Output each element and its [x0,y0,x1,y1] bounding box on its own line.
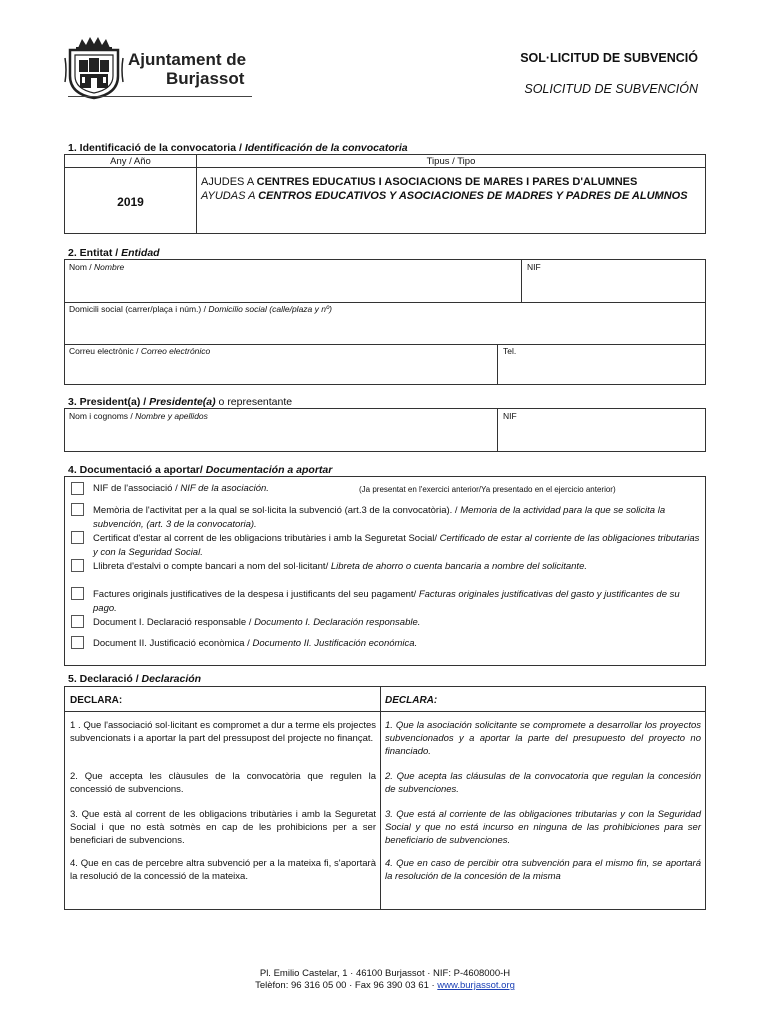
footer-address: Pl. Emilio Castelar, 1 · 46100 Burjassot · NIF: P-4608000-H [259,968,511,979]
type-ca-bold: CENTRES EDUCATIUS I ASOCIACIONS DE MARES I PARES D'ALUMNES [256,176,638,188]
doc-item-es: Memoria de la actividad para la que se solicita la subvención, (art. 3 de la convocatoria). [93,505,666,530]
coat-of-arms-icon [64,36,124,100]
footer-contact [0,980,770,992]
form-title-catalan: SOL·LICITUD DE SUBVENCIÓ [520,51,698,65]
section5-heading-ca: 5. Declaració / [68,673,142,685]
section2-heading-ca: 2. Entitat / [68,247,122,259]
convocatoria-table [64,154,706,234]
doc-item-llibreta [93,560,701,574]
declaration-item-es-2: 2. Que acepta las cláusulas de la convocatoria que regulan la concesión de subvenciones. [385,771,701,795]
doc-checkbox-memoria[interactable] [71,503,84,516]
entity-phone-label: Tel. [503,346,517,356]
president-name-field[interactable] [69,423,493,449]
section4-heading-ca: 4. Documentació a aportar/ [68,464,206,476]
doc-item-nif-note: (Ja presentat en l'exercici anterior/Ya presentado en el ejercicio anterior) [359,485,616,494]
type-es-prefix: AYUDAS A [201,190,259,202]
entity-phone-field[interactable] [503,358,701,382]
type-ca-prefix: AJUDES A [201,176,257,188]
year-column-header: Any / Año [110,156,151,167]
section3-heading [68,396,292,408]
doc-item-es: NIF de la asociación. [180,483,269,494]
doc-item-factures [93,588,701,615]
doc-item-ca: Document I. Declaració responsable / [93,617,255,628]
doc-checkbox-document-ii[interactable] [71,636,84,649]
website-link[interactable]: www.burjassot.org [437,980,515,991]
president-nif-field[interactable] [503,423,701,449]
doc-item-es: Certificado de estar al corriente de las obligaciones tributarias y con la Seguridad Social. [93,533,700,558]
section1-heading-es: Identificación de la convocatoria [244,142,408,154]
type-catalan [201,175,699,189]
logo-divider [68,96,252,97]
section3-heading-b: Presidente(a) [149,396,216,408]
declaration-item-es-3: 3. Que está al corriente de las obligaciones tributarias y con la Seguridad Social y que no está incurso en ninguna de las prohibiciones para ser beneficiario de subvenciones. [385,809,701,846]
doc-checkbox-factures[interactable] [71,587,84,600]
table-divider [65,344,705,345]
doc-item-memoria [93,504,701,531]
entity-address-field[interactable] [69,316,701,342]
doc-item-es: Documento II. Justificación económica. [252,638,418,649]
entity-email-label: Correu electrònic / Correo electrónico [69,346,211,356]
footer [0,968,770,992]
doc-item-nif [93,482,363,496]
municipality-logo [64,36,264,102]
doc-item-ca: Llibreta d'estalvi o compte bancari a nom del sol·licitant/ [93,561,331,572]
section4-heading [68,464,332,476]
declara-heading-ca: DECLARA: [70,695,123,706]
section2-heading-es: Entidad [121,247,160,259]
section3-heading-c: o representante [215,396,293,408]
doc-checkbox-certificat[interactable] [71,531,84,544]
doc-item-es: Libreta de ahorro o cuenta bancaria a nombre del solicitante. [330,561,587,572]
president-nif-label: NIF [503,411,517,421]
doc-item-ca: Document II. Justificació econòmica / [93,638,253,649]
entity-table [64,259,706,385]
entity-name-label: Nom / Nombre [69,262,125,272]
table-divider [380,687,381,909]
declaration-item-es-4: 4. Que en caso de percibir otra subvención para el mismo fin, se aportará la resolución de la concesión de la misma [385,858,701,882]
doc-item-ca: NIF de l'associació / [93,483,181,494]
declara-heading-es: DECLARA: [385,695,438,706]
documents-box [64,476,706,666]
footer-phone-fax: Telèfon: 96 316 05 00 · Fax 96 390 03 61 · [255,980,438,991]
form-title-spanish: SOLICITUD DE SUBVENCIÓN [524,82,698,96]
year-value: 2019 [117,195,144,209]
section5-heading [68,673,201,685]
entity-email-field[interactable] [69,358,493,382]
type-value [201,175,699,203]
section1-heading-ca: 1. Identificació de la convocatoria / [68,142,245,154]
declaration-item-es-1: 1. Que la asociación solicitante se compromete a desarrollar los proyectos subvencionados y a aportar la parte del presupuesto del proyecto no financiado. [385,720,701,757]
section2-heading [68,247,160,259]
president-name-label: Nom i cognoms / Nombre y apellidos [69,411,208,421]
doc-item-es: Facturas originales justificativas del gasto y justificantes de su pago. [93,589,680,614]
declaration-item-ca-2: 2. Que accepta les clàusules de la convocatòria que regulen la concessió de subvencions. [70,771,376,795]
section3-heading-a: 3. President(a) / [68,396,150,408]
declaration-item-ca-4: 4. Que en cas de percebre altra subvenció per a la mateixa fi, s'aportarà la resolució de la concessió de la mateixa. [70,858,376,882]
doc-item-document-ii [93,637,701,651]
section4-heading-es: Documentación a aportar [205,464,333,476]
doc-item-certificat [93,532,701,559]
table-divider [497,409,498,451]
table-divider [521,260,522,302]
logo-text-line2: Burjassot [166,69,245,88]
doc-checkbox-llibreta[interactable] [71,559,84,572]
table-divider [65,302,705,303]
entity-nif-label: NIF [527,262,541,272]
entity-name-field[interactable] [69,274,517,300]
doc-checkbox-document-i[interactable] [71,615,84,628]
logo-text-line1: Ajuntament de [128,50,247,69]
section5-heading-es: Declaración [141,673,202,685]
doc-item-es: Documento I. Declaración responsable. [254,617,421,628]
declaration-item-ca-3: 3. Que està al corrent de les obligacions tributàries i amb la Seguretat Social i que no està sotmès en cap de les prohibicions per a ser beneficiari de subvencions. [70,809,376,846]
doc-checkbox-nif[interactable] [71,482,84,495]
president-table [64,408,706,452]
type-spanish [201,189,699,203]
doc-item-ca: Memòria de l'activitat per a la qual se sol·licita la subvenció (art.3 de la convocatòria). / [93,505,461,516]
doc-item-ca: Certificat d'estar al corrent de les obligacions tributàries i amb la Seguretat Social/ [93,533,440,544]
table-divider [65,167,705,168]
doc-item-ca: Factures originals justificatives de la despesa i justificants del seu pagament/ [93,589,419,600]
doc-item-document-i [93,616,701,630]
table-divider [65,711,705,712]
declaration-item-ca-1: 1 . Que l'associació sol·licitant es compromet a dur a terme els projectes subvencionats i a aportar la part del pressupost del projecte no finançat. [70,720,376,744]
entity-nif-field[interactable] [527,274,701,300]
entity-address-label: Domicili social (carrer/plaça i núm.) / Domicilio social (calle/plaza y nº) [69,304,332,314]
table-divider [497,344,498,384]
section1-heading [68,142,408,154]
type-column-header: Tipus / Tipo [426,156,476,167]
declaration-table [64,686,706,910]
type-es-bold: CENTROS EDUCATIVOS Y ASOCIACIONES DE MADRES Y PADRES DE ALUMNOS [258,190,688,202]
